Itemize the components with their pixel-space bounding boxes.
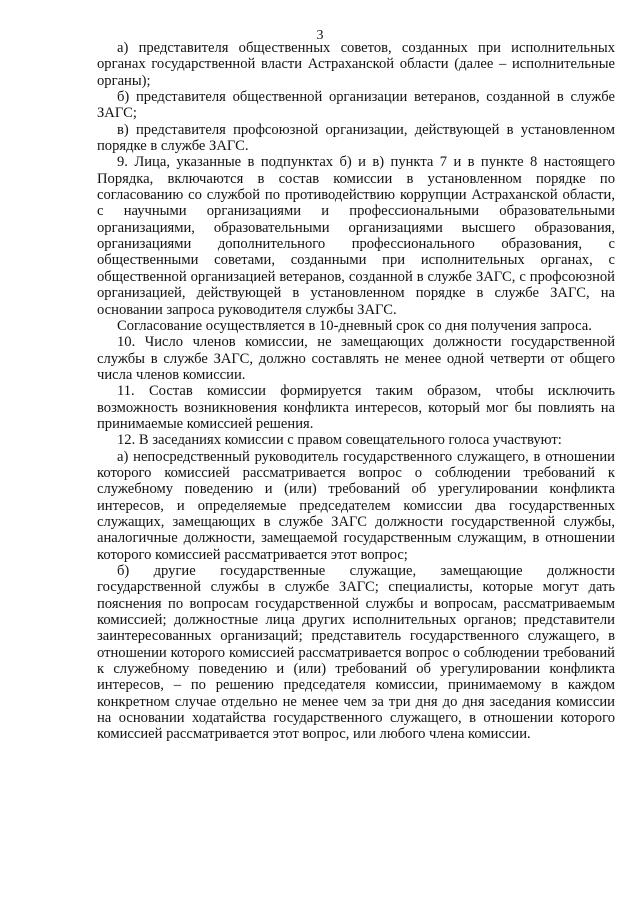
paragraph-7c-trade-union: в) представителя профсоюзной организации, действующей в установленном порядке в службе ЗАГС.: [97, 121, 615, 155]
paragraph-9-commission-members: 9. Лица, указанные в подпунктах б) и в) пункта 7 и в пункте 8 настоящего Порядка, включаются в состав комиссии в установленном порядке по согласованию со службой по противодействию коррупции Астраханской области, с научными организациями и профессиональными образовательными организациями, образовательными организациями высшего образования, организациями дополнительного профессионального образования, с общественными советами, созданными при исполнительных органах, с общественной организацией ветеранов, созданной в службе ЗАГС, с профсоюзной организацией, действующей в установленном порядке в службе ЗАГС, на основании запроса руководителя службы ЗАГС.: [97, 154, 615, 318]
paragraph-7b-veterans-organization: б) представителя общественной организации ветеранов, созданной в службе ЗАГС;: [97, 89, 615, 122]
paragraph-12-advisory-vote: 12. В заседаниях комиссии с правом совещательного голоса участвуют:: [117, 432, 562, 449]
document-body: [97, 40, 615, 743]
paragraph-approval-term: Согласование осуществляется в 10-дневный срок со дня получения запроса.: [117, 317, 592, 334]
paragraph-11-composition: 11. Состав комиссии формируется таким образом, чтобы исключить возможность возникновения конфликта интересов, который мог бы повлиять на принимаемые комиссией решения.: [97, 383, 615, 432]
paragraph-12b-other-participants: б) другие государственные служащие, замещающие должности государственной службы в службе ЗАГС; специалисты, которые могут дать пояснения по вопросам государственной службы и вопросам, рассматриваемым комиссией; должностные лица других исполнительных органов; представители заинтересованных организаций; представитель государственного служащего, в отношении которого комиссией рассматривается вопрос о соблюдении требований к служебному поведению и (или) требований об урегулировании конфликта интересов, – по решению председателя комиссии, принимаемому в каждом конкретном случае отдельно не менее чем за три дня до дня заседания комиссии на основании ходатайства государственного служащего, в отношении которого комиссией рассматривается этот вопрос, или любого члена комиссии.: [97, 563, 615, 743]
page-number: 3: [316, 28, 324, 43]
paragraph-7a-public-councils: а) представителя общественных советов, созданных при исполнительных органах государственной власти Астраханской области (далее – исполнительные органы);: [97, 40, 615, 89]
paragraph-12a-direct-supervisor: а) непосредственный руководитель государственного служащего, в отношении которого комиссией рассматривается вопрос о соблюдении требований к служебному поведению и (или) требований об урегулировании конфликта интересов, и определяемые председателем комиссии два государственных служащих, замещающих в службе ЗАГС должности государственной службы, аналогичные должности, замещаемой государственным служащим, в отношении которого комиссией рассматривается этот вопрос;: [97, 448, 615, 563]
paragraph-10-member-count: 10. Число членов комиссии, не замещающих должности государственной службы в службе ЗАГС, должно составлять не менее одной четверти от общего числа членов комиссии.: [97, 334, 615, 383]
